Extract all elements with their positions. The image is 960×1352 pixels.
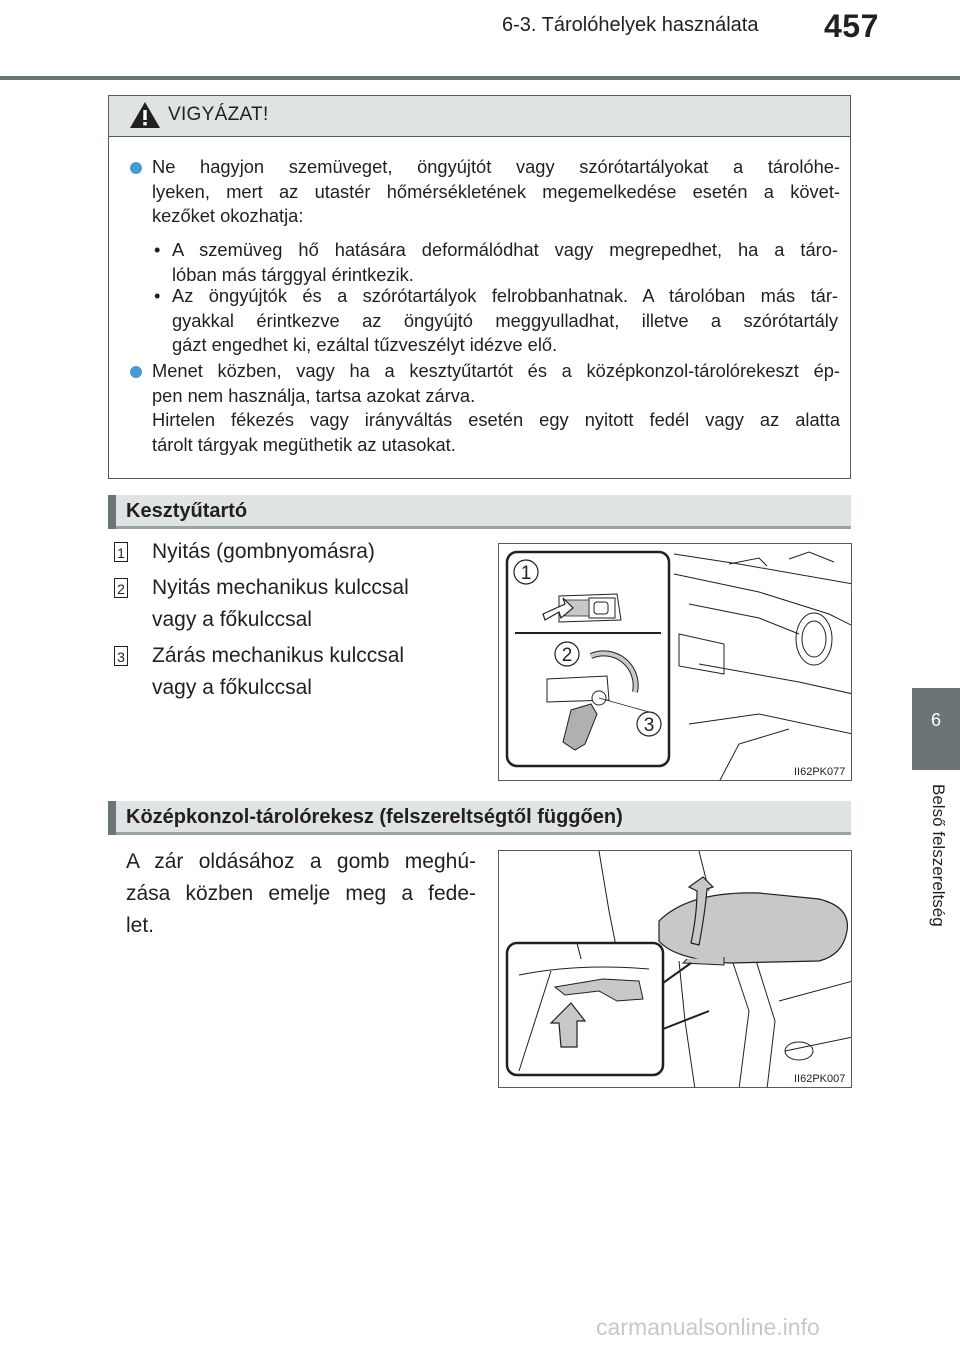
console-text	[126, 846, 476, 942]
sub-bullet-1	[172, 238, 838, 287]
chapter-label: Belső felszereltség	[929, 784, 948, 927]
warning-triangle-icon	[128, 100, 162, 130]
section-accent	[108, 495, 116, 529]
callout-3: 3	[643, 715, 655, 736]
chapter-number: 6	[930, 710, 941, 730]
text-line: Ne hagyjon szemüveget, öngyújtót vagy szórótartályokat a tárolóhe-	[152, 156, 840, 177]
item-number: 2	[114, 578, 128, 598]
callout-2: 2	[561, 645, 573, 666]
section-title-glovebox: Kesztyűtartó	[126, 500, 248, 522]
sub-bullet-mark: •	[154, 285, 161, 306]
text-line: let.	[126, 914, 155, 937]
text-line: Hirtelen fékezés vagy irányváltás esetén egy nyitott fedél vagy az alatta	[152, 409, 840, 430]
page-number: 457	[824, 8, 879, 44]
item-line: vagy a főkulccsal	[152, 608, 312, 631]
item-number: 3	[114, 646, 128, 666]
bullet-dot	[130, 366, 142, 378]
text-line: gázt engedhet ki, ezáltal tűzveszélyt idézve elő.	[172, 334, 558, 355]
bullet-dot	[130, 162, 142, 174]
section-title-console: Középkonzol-tárolórekesz (felszereltségtől függően)	[126, 806, 623, 828]
text-line: zása közben emelje meg a fede-	[126, 882, 476, 905]
item-line: Nyitás (gombnyomásra)	[152, 540, 375, 563]
header-rule	[0, 76, 960, 80]
item-line: Zárás mechanikus kulccsal	[152, 644, 405, 667]
text-line: pen nem használja, tartsa azokat zárva.	[152, 384, 476, 406]
callout-1: 1	[520, 563, 532, 584]
text-line: A zár oldásához a gomb meghú-	[126, 850, 476, 873]
text-line: lóban más tárggyal érintkezik.	[172, 263, 414, 285]
caution-para-2	[152, 359, 840, 457]
glovebox-illustration	[499, 544, 852, 781]
console-illustration	[499, 851, 852, 1088]
figure-code: II62PK077	[794, 766, 846, 778]
sub-bullet-mark: •	[154, 239, 161, 260]
figure-code: II62PK007	[794, 1073, 846, 1085]
text-line: lyeken, mert az utastér hőmérsékletének megemelkedése esetén a követ-	[152, 180, 840, 202]
glovebox-figure	[498, 543, 852, 781]
list-item	[152, 536, 375, 568]
item-line: vagy a főkulccsal	[152, 676, 312, 699]
caution-para-1	[152, 155, 840, 229]
item-number: 1	[114, 542, 128, 562]
section-title: 6-3. Tárolóhelyek használata	[502, 14, 759, 36]
item-line: Nyitás mechanikus kulccsal	[152, 576, 409, 599]
text-line: Menet közben, vagy ha a kesztyűtartót és a középkonzol-tárolórekeszt ép-	[152, 360, 840, 381]
text-line: tárolt tárgyak megüthetik az utasokat.	[152, 433, 456, 455]
text-line: gyakkal érintkezve az öngyújtó meggyulladhat, illetve a szórótartály	[172, 309, 838, 331]
list-item	[152, 640, 404, 704]
sub-bullet-2	[172, 284, 838, 358]
list-item	[152, 572, 409, 636]
section-accent	[108, 801, 116, 835]
watermark: carmanualsonline.info	[596, 1314, 820, 1340]
text-line: Az öngyújtók és a szórótartályok felrobbanhatnak. A tárolóban más tár-	[172, 285, 838, 306]
text-line: kezőket okozhatja:	[152, 205, 304, 226]
text-line: A szemüveg hő hatására deformálódhat vagy megrepedhet, ha a táro-	[172, 239, 838, 260]
caution-title: VIGYÁZAT!	[168, 104, 269, 125]
console-figure	[498, 850, 852, 1088]
